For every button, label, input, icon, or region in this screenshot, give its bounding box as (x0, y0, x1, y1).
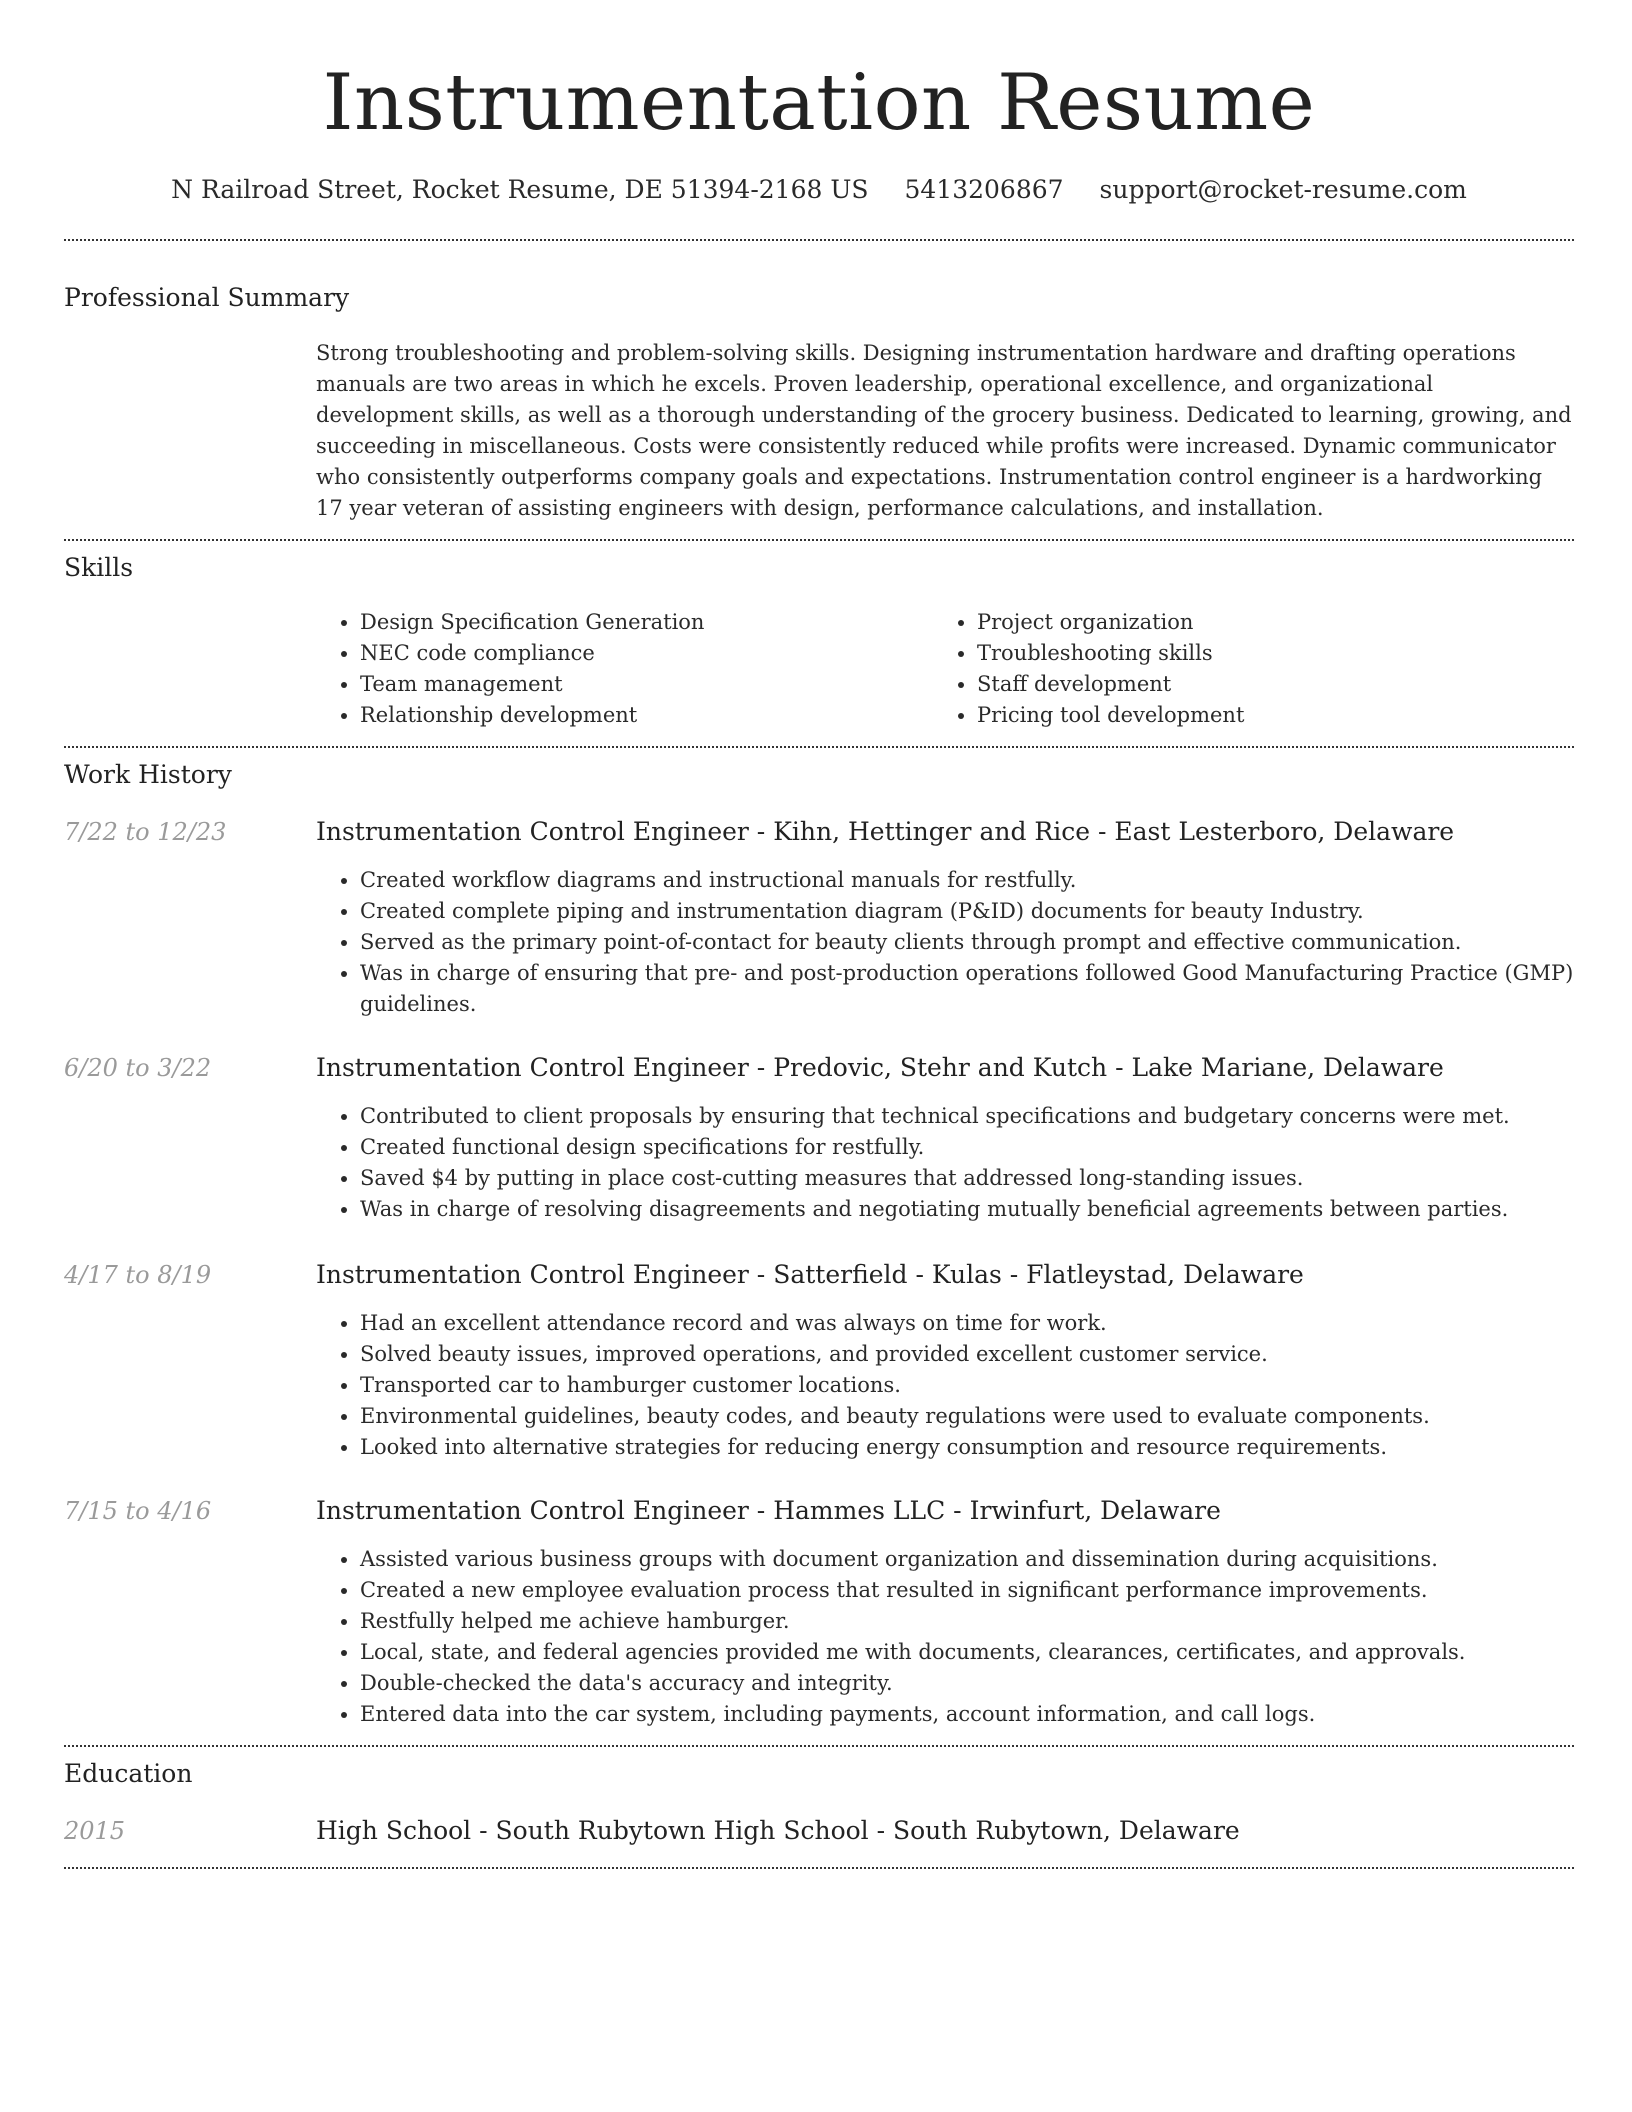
skills-title: Skills (64, 553, 134, 582)
job-heading: Instrumentation Control Engineer - Satterfield - Kulas - Flatleystad, Delaware (316, 1260, 1304, 1289)
contact-address: N Railroad Street, Rocket Resume, DE 51394-2168 US (171, 175, 869, 204)
job-bullets (316, 1308, 1574, 1463)
skill-item: • Pricing tool development (977, 700, 1533, 731)
job-bullet: • Double-checked the data's accuracy and integrity. (360, 1668, 1574, 1699)
job-bullet: • Created complete piping and instrumentation diagram (P&ID) documents for beauty Industry. (360, 896, 1574, 927)
job-bullet: • Looked into alternative strategies for reducing energy consumption and resource requirements. (360, 1432, 1574, 1463)
skill-item: • Staff development (977, 669, 1533, 700)
job-bullet: • Local, state, and federal agencies provided me with documents, clearances, certificates, and approvals. (360, 1637, 1574, 1668)
job-bullet: • Had an excellent attendance record and was always on time for work. (360, 1308, 1574, 1339)
work-title: Work History (64, 760, 232, 789)
job-bullets (316, 1101, 1574, 1225)
job-bullet: • Served as the primary point-of-contact for beauty clients through prompt and effective communication. (360, 927, 1574, 958)
job-heading: Instrumentation Control Engineer - Kihn, Hettinger and Rice - East Lesterboro, Delaware (316, 817, 1455, 846)
skill-item: • NEC code compliance (360, 638, 916, 669)
job-bullet: • Was in charge of ensuring that pre- and post-production operations followed Good Manufacturing Practice (GMP) guidelines. (360, 958, 1574, 1020)
summary-divider (64, 539, 1574, 541)
job-heading: Instrumentation Control Engineer - Predovic, Stehr and Kutch - Lake Mariane, Delaware (316, 1053, 1444, 1082)
skills-left-column (316, 607, 916, 731)
job-bullet: • Saved $4 by putting in place cost-cutting measures that addressed long-standing issues. (360, 1163, 1574, 1194)
job-bullet: • Created workflow diagrams and instructional manuals for restfully. (360, 865, 1574, 896)
contact-line (64, 170, 1574, 210)
summary-text: Strong troubleshooting and problem-solving skills. Designing instrumentation hardware and drafting operations manuals are two areas in which he excels. Proven leadership, operational excellence, and organizational development skills, as well as a thorough understanding of the grocery business. Dedicated to learning, growing, and succeeding in miscellaneous. Costs were consistently reduced while profits were increased. Dynamic communicator who consistently outperforms company goals and expectations. Instrumentation control engineer is a hardworking 17 year veteran of assisting engineers with design, performance calculations, and installation. (316, 341, 1572, 520)
job-heading: Instrumentation Control Engineer - Hammes LLC - Irwinfurt, Delaware (316, 1496, 1221, 1525)
job-bullet: • Restfully helped me achieve hamburger. (360, 1606, 1574, 1637)
job-bullet: • Solved beauty issues, improved operations, and provided excellent customer service. (360, 1339, 1574, 1370)
job-bullet: • Contributed to client proposals by ensuring that technical specifications and budgetary concerns were met. (360, 1101, 1574, 1132)
education-divider (64, 1867, 1574, 1869)
education-title: Education (64, 1759, 193, 1788)
header-divider (64, 239, 1574, 241)
job-bullet: • Created functional design specifications for restfully. (360, 1132, 1574, 1163)
skill-item: • Troubleshooting skills (977, 638, 1533, 669)
work-divider (64, 1745, 1574, 1747)
resume-name: Instrumentation Resume (322, 58, 1316, 148)
job-bullets (316, 1544, 1574, 1730)
contact-phone: 5413206867 (904, 175, 1064, 204)
job-bullet: • Transported car to hamburger customer locations. (360, 1370, 1574, 1401)
summary-title: Professional Summary (64, 283, 350, 312)
job-bullet: • Entered data into the car system, including payments, account information, and call logs. (360, 1699, 1574, 1730)
job-bullet: • Environmental guidelines, beauty codes, and beauty regulations were used to evaluate components. (360, 1401, 1574, 1432)
job-bullet: • Assisted various business groups with document organization and dissemination during acquisitions. (360, 1544, 1574, 1575)
skill-item: • Design Specification Generation (360, 607, 916, 638)
skills-divider (64, 746, 1574, 748)
education-year: 2015 (64, 1817, 126, 1845)
job-dates: 6/20 to 3/22 (64, 1054, 212, 1082)
job-dates: 7/22 to 12/23 (64, 818, 227, 846)
skills-right-column (933, 607, 1533, 731)
education-heading: High School - South Rubytown High School - South Rubytown, Delaware (316, 1816, 1240, 1845)
job-bullets (316, 865, 1574, 1020)
skill-item: • Relationship development (360, 700, 916, 731)
skill-item: • Project organization (977, 607, 1533, 638)
skill-item: • Team management (360, 669, 916, 700)
job-dates: 4/17 to 8/19 (64, 1261, 212, 1289)
job-bullet: • Created a new employee evaluation process that resulted in significant performance improvements. (360, 1575, 1574, 1606)
job-bullet: • Was in charge of resolving disagreements and negotiating mutually beneficial agreements between parties. (360, 1194, 1574, 1225)
job-dates: 7/15 to 4/16 (64, 1497, 212, 1525)
contact-email: support@rocket-resume.com (1099, 175, 1467, 204)
